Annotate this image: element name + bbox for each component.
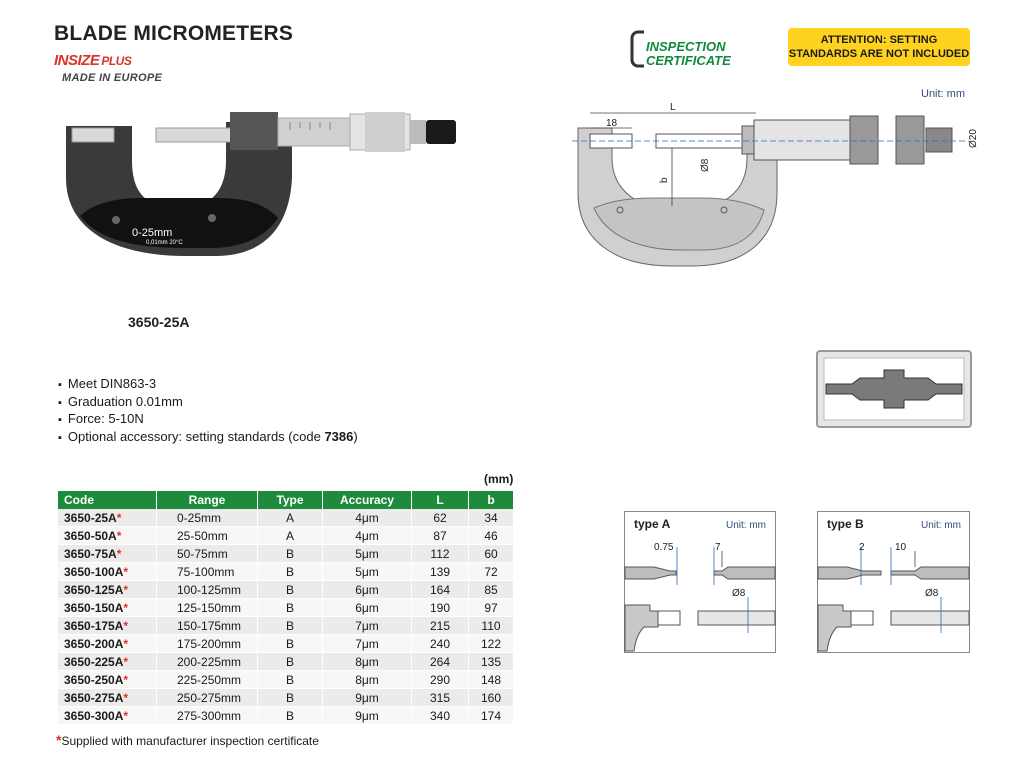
table-row	[58, 617, 514, 635]
cell-range: 0-25mm	[157, 509, 258, 527]
certificate-marker: *	[116, 510, 122, 525]
cell-type: B	[258, 671, 323, 689]
header-code: Code	[58, 491, 157, 509]
feature-code: 7386	[324, 428, 354, 444]
cell-code: 3650-275A*	[58, 689, 157, 707]
cell-code: 3650-125A*	[58, 581, 157, 599]
cell-range: 100-125mm	[157, 581, 258, 599]
footnote-text: Supplied with manufacturer inspection certificate	[61, 734, 319, 748]
attention-line-2: STANDARDS ARE NOT INCLUDED	[788, 48, 970, 60]
type-b-diagram	[817, 511, 970, 653]
type-b-dim2: 10	[895, 542, 907, 553]
brand-logo	[54, 52, 131, 69]
cell-code: 3650-225A*	[58, 653, 157, 671]
cell-code: 3650-150A*	[58, 599, 157, 617]
feature-item	[58, 429, 358, 447]
cell-L: 340	[412, 707, 469, 725]
type-b-unit: Unit: mm	[921, 520, 961, 531]
cell-range: 75-100mm	[157, 563, 258, 581]
dim-L: L	[670, 102, 676, 113]
cell-code: 3650-25A*	[58, 509, 157, 527]
cell-range: 25-50mm	[157, 527, 258, 545]
feature-item: ▪ Meet DIN863-3	[58, 376, 358, 394]
cell-L: 290	[412, 671, 469, 689]
table-row	[58, 635, 514, 653]
cell-range: 225-250mm	[157, 671, 258, 689]
type-b-dim3: Ø8	[925, 588, 939, 599]
photo-range-label: 0-25mm	[132, 227, 173, 239]
micrometer-photo	[60, 108, 465, 258]
type-b-dim1: 2	[859, 542, 865, 553]
cell-accuracy: 9μm	[323, 707, 412, 725]
type-a-label: type A	[634, 517, 671, 531]
technical-drawing	[572, 98, 979, 268]
cell-type: B	[258, 635, 323, 653]
cell-range: 275-300mm	[157, 707, 258, 725]
made-in-label: MADE IN EUROPE	[62, 72, 163, 84]
certificate-marker: *	[123, 690, 129, 705]
cell-code: 3650-300A*	[58, 707, 157, 725]
type-a-diagram	[624, 511, 776, 653]
cell-b: 72	[469, 563, 514, 581]
cell-range: 250-275mm	[157, 689, 258, 707]
cell-b: 97	[469, 599, 514, 617]
certificate-marker: *	[123, 600, 129, 615]
cell-b: 148	[469, 671, 514, 689]
table-body	[58, 509, 514, 725]
cell-range: 50-75mm	[157, 545, 258, 563]
photo-sub-label: 0,01mm 20°C	[146, 240, 183, 246]
certificate-marker: *	[123, 582, 129, 597]
cell-type: B	[258, 617, 323, 635]
cell-type: B	[258, 581, 323, 599]
dim-d8: Ø8	[700, 158, 711, 172]
table-row	[58, 599, 514, 617]
cell-L: 315	[412, 689, 469, 707]
cell-code: 3650-50A*	[58, 527, 157, 545]
cell-accuracy: 6μm	[323, 581, 412, 599]
cell-accuracy: 8μm	[323, 671, 412, 689]
certificate-marker: *	[116, 528, 122, 543]
spec-table	[58, 491, 514, 725]
cell-b: 34	[469, 509, 514, 527]
certificate-marker: *	[123, 672, 129, 687]
certificate-marker: *	[116, 546, 122, 561]
table-row	[58, 581, 514, 599]
dim-18: 18	[606, 118, 618, 129]
cell-L: 240	[412, 635, 469, 653]
cell-b: 135	[469, 653, 514, 671]
certificate-marker: *	[123, 708, 129, 723]
setting-standard-drawing	[816, 350, 972, 428]
cell-b: 85	[469, 581, 514, 599]
attention-line-1: ATTENTION: SETTING	[820, 34, 938, 46]
cell-b: 60	[469, 545, 514, 563]
type-a-dim2: 7	[715, 542, 721, 553]
cell-L: 139	[412, 563, 469, 581]
footnote	[56, 732, 319, 748]
cell-L: 215	[412, 617, 469, 635]
table-row	[58, 671, 514, 689]
table-row	[58, 563, 514, 581]
cell-accuracy: 4μm	[323, 509, 412, 527]
cell-accuracy: 6μm	[323, 599, 412, 617]
cell-type: B	[258, 689, 323, 707]
cell-L: 87	[412, 527, 469, 545]
cell-range: 150-175mm	[157, 617, 258, 635]
cell-L: 264	[412, 653, 469, 671]
cell-code: 3650-250A*	[58, 671, 157, 689]
table-row	[58, 509, 514, 527]
cell-b: 160	[469, 689, 514, 707]
cell-type: B	[258, 563, 323, 581]
feature-item: ▪ Force: 5-10N	[58, 411, 358, 429]
cell-type: B	[258, 653, 323, 671]
cell-L: 62	[412, 509, 469, 527]
type-b-label: type B	[827, 517, 864, 531]
feature-item: ▪ Graduation 0.01mm	[58, 394, 358, 412]
dim-b: b	[659, 177, 670, 183]
cell-code: 3650-175A*	[58, 617, 157, 635]
table-row	[58, 689, 514, 707]
type-a-dim3: Ø8	[732, 588, 746, 599]
feature-tail: )	[353, 428, 358, 444]
header-type: Type	[258, 491, 323, 509]
model-number: 3650-25A	[128, 314, 190, 330]
cell-b: 110	[469, 617, 514, 635]
header-b: b	[469, 491, 514, 509]
cell-accuracy: 8μm	[323, 653, 412, 671]
table-row	[58, 527, 514, 545]
certificate-marker: *	[123, 654, 129, 669]
attention-banner	[788, 28, 970, 66]
cell-type: A	[258, 527, 323, 545]
footnote-marker: *	[56, 732, 62, 748]
cell-accuracy: 4μm	[323, 527, 412, 545]
table-row	[58, 653, 514, 671]
cell-code: 3650-100A*	[58, 563, 157, 581]
cell-b: 46	[469, 527, 514, 545]
feature-list	[58, 376, 358, 446]
cell-code: 3650-200A*	[58, 635, 157, 653]
table-header-row	[58, 491, 514, 509]
table-row	[58, 545, 514, 563]
cell-type: B	[258, 707, 323, 725]
certificate-marker: *	[123, 564, 129, 579]
dim-d20: Ø20	[968, 129, 979, 148]
header-accuracy: Accuracy	[323, 491, 412, 509]
page-title: BLADE MICROMETERS	[54, 22, 294, 45]
cell-L: 164	[412, 581, 469, 599]
cell-b: 122	[469, 635, 514, 653]
cell-L: 112	[412, 545, 469, 563]
type-a-unit: Unit: mm	[726, 520, 766, 531]
certificate-marker: *	[123, 618, 129, 633]
header-L: L	[412, 491, 469, 509]
header-range: Range	[157, 491, 258, 509]
certificate-marker: *	[123, 636, 129, 651]
cell-range: 200-225mm	[157, 653, 258, 671]
table-unit-label: (mm)	[484, 472, 514, 486]
cell-type: A	[258, 509, 323, 527]
cell-code: 3650-75A*	[58, 545, 157, 563]
cell-accuracy: 7μm	[323, 635, 412, 653]
brand-suffix: PLUS	[101, 54, 132, 68]
cell-range: 175-200mm	[157, 635, 258, 653]
cell-accuracy: 7μm	[323, 617, 412, 635]
cell-range: 125-150mm	[157, 599, 258, 617]
unit-label: Unit: mm	[921, 88, 965, 100]
certificate-line-1: INSPECTION	[646, 39, 726, 54]
cell-accuracy: 5μm	[323, 545, 412, 563]
cell-accuracy: 9μm	[323, 689, 412, 707]
brand-name: INSIZE	[54, 52, 100, 69]
cell-b: 174	[469, 707, 514, 725]
cell-type: B	[258, 545, 323, 563]
cell-type: B	[258, 599, 323, 617]
table-row	[58, 707, 514, 725]
feature-text: Optional accessory: setting standards (code	[67, 428, 325, 444]
cell-L: 190	[412, 599, 469, 617]
certificate-line-2: CERTIFICATE	[646, 53, 731, 68]
cell-accuracy: 5μm	[323, 563, 412, 581]
certificate-text	[646, 40, 731, 68]
type-a-dim1: 0.75	[654, 542, 674, 553]
